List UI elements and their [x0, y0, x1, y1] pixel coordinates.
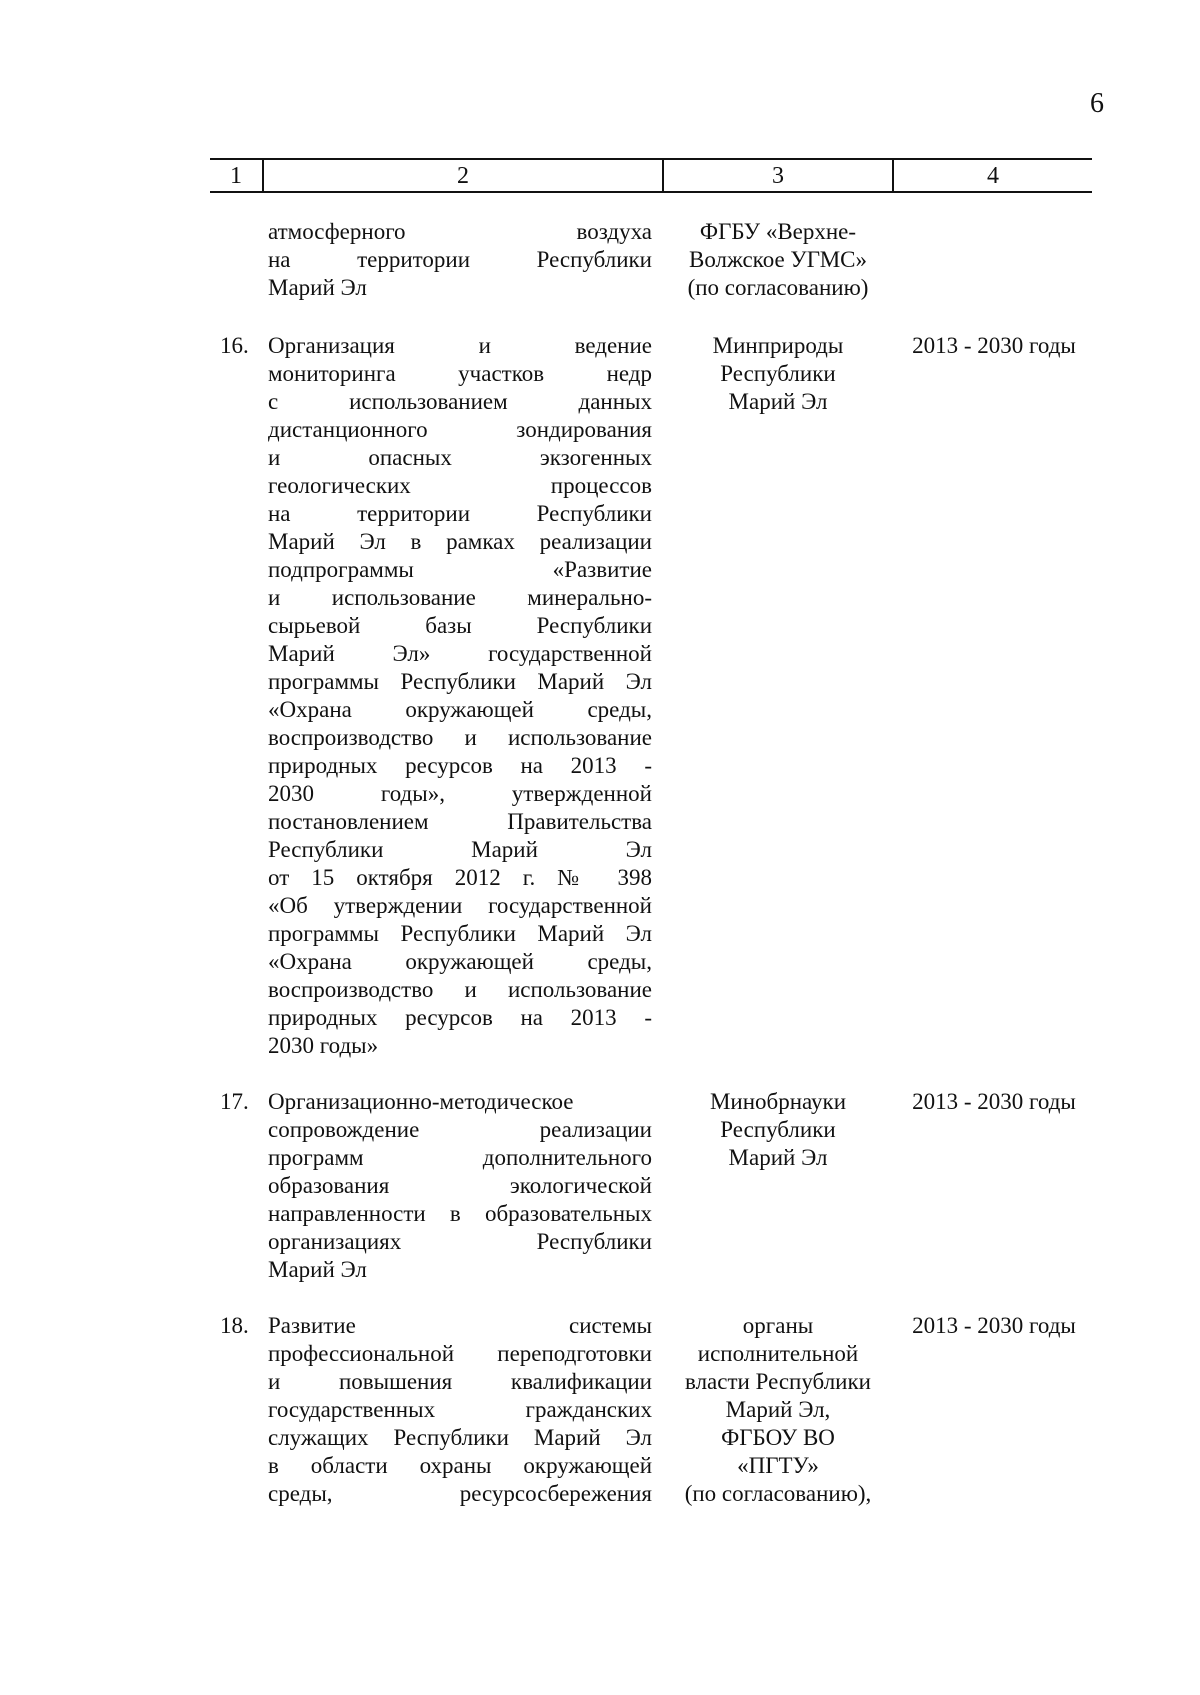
description-line: геологических процессов [268, 473, 652, 498]
description-line: на территории Республики [268, 501, 652, 526]
row-term: 2013 - 2030 годы [912, 1313, 1076, 1338]
page-number: 6 [1090, 88, 1104, 119]
description-line: и повышения квалификации [268, 1369, 652, 1394]
column-header-2: 2 [457, 163, 469, 189]
responsible-line: ФГБОУ ВО [721, 1425, 835, 1450]
row-responsible [664, 218, 892, 302]
description-line: государственных гражданских [268, 1397, 652, 1422]
description-line: программ дополнительного [268, 1145, 652, 1170]
description-line: Организационно-методическое [268, 1089, 574, 1114]
description-line: воспроизводство и использование [268, 977, 652, 1002]
description-line: 2030 годы», утвержденной [268, 781, 652, 806]
description-line: в области охраны окружающей [268, 1453, 652, 1478]
row-description [268, 332, 652, 1060]
description-line: «Охрана окружающей среды, [268, 697, 652, 722]
responsible-line: Марий Эл, [725, 1397, 831, 1422]
description-line: Республики Марий Эл [268, 837, 652, 862]
description-line: направленности в образовательных [268, 1201, 652, 1226]
row-term: 2013 - 2030 годы [912, 333, 1076, 358]
row-number: 18. [220, 1313, 249, 1338]
responsible-line: ФГБУ «Верхне- [699, 219, 857, 244]
row-number: 16. [220, 333, 249, 358]
row-description [268, 1312, 652, 1508]
column-header-4: 4 [987, 163, 999, 189]
responsible-line: Волжское УГМС» [688, 247, 867, 272]
description-line: организациях Республики [268, 1229, 652, 1254]
responsible-line: Марий Эл [728, 389, 828, 414]
description-line: среды, ресурсосбережения [268, 1481, 652, 1506]
description-line: на территории Республики [268, 247, 652, 272]
description-line: программы Республики Марий Эл [268, 669, 652, 694]
description-line: атмосферного воздуха [268, 219, 652, 244]
column-number-header [210, 158, 1092, 193]
description-line: образования экологической [268, 1173, 652, 1198]
description-line: профессиональной переподготовки [268, 1341, 652, 1366]
description-line: природных ресурсов на 2013 - [268, 753, 652, 778]
responsible-line: Марий Эл [728, 1145, 828, 1170]
description-line: Марий Эл» государственной [268, 641, 652, 666]
responsible-line: Минприроды [712, 333, 844, 358]
responsible-line: Республики [720, 1117, 836, 1142]
column-header-3: 3 [772, 163, 784, 189]
description-line: и опасных экзогенных [268, 445, 652, 470]
responsible-line: Минобрнауки [709, 1089, 847, 1114]
description-line: служащих Республики Марий Эл [268, 1425, 652, 1450]
row-description [268, 1088, 652, 1284]
description-line: постановлением Правительства [268, 809, 652, 834]
responsible-line: власти Республики [685, 1369, 871, 1394]
row-responsible [664, 332, 892, 416]
responsible-line: органы [742, 1313, 814, 1338]
responsible-line: Республики [720, 361, 836, 386]
column-header-1: 1 [230, 163, 242, 189]
description-line: сопровождение реализации [268, 1117, 652, 1142]
description-line: с использованием данных [268, 389, 652, 414]
description-line: дистанционного зондирования [268, 417, 652, 442]
description-line: мониторинга участков недр [268, 361, 652, 386]
description-line: воспроизводство и использование [268, 725, 652, 750]
responsible-line: исполнительной [697, 1341, 859, 1366]
description-line: природных ресурсов на 2013 - [268, 1005, 652, 1030]
responsible-line: «ПГТУ» [737, 1453, 819, 1478]
description-line: сырьевой базы Республики [268, 613, 652, 638]
description-line: «Об утверждении государственной [268, 893, 652, 918]
responsible-line: (по согласованию) [687, 275, 869, 300]
row-responsible [664, 1088, 892, 1172]
description-line: от 15 октября 2012 г. № 398 [268, 865, 652, 890]
description-line: 2030 годы» [268, 1033, 379, 1058]
description-line: Развитие системы [268, 1313, 652, 1338]
row-description [268, 218, 652, 302]
row-term: 2013 - 2030 годы [912, 1089, 1076, 1114]
description-line: программы Республики Марий Эл [268, 921, 652, 946]
row-number: 17. [220, 1089, 249, 1114]
description-line: Марий Эл [268, 275, 367, 300]
description-line: подпрограммы «Развитие [268, 557, 652, 582]
responsible-line: (по согласованию), [684, 1481, 872, 1506]
description-line: «Охрана окружающей среды, [268, 949, 652, 974]
description-line: Марий Эл в рамках реализации [268, 529, 652, 554]
description-line: и использование минерально- [268, 585, 652, 610]
row-responsible [664, 1312, 892, 1508]
description-line: Марий Эл [268, 1257, 367, 1282]
description-line: Организация и ведение [268, 333, 652, 358]
